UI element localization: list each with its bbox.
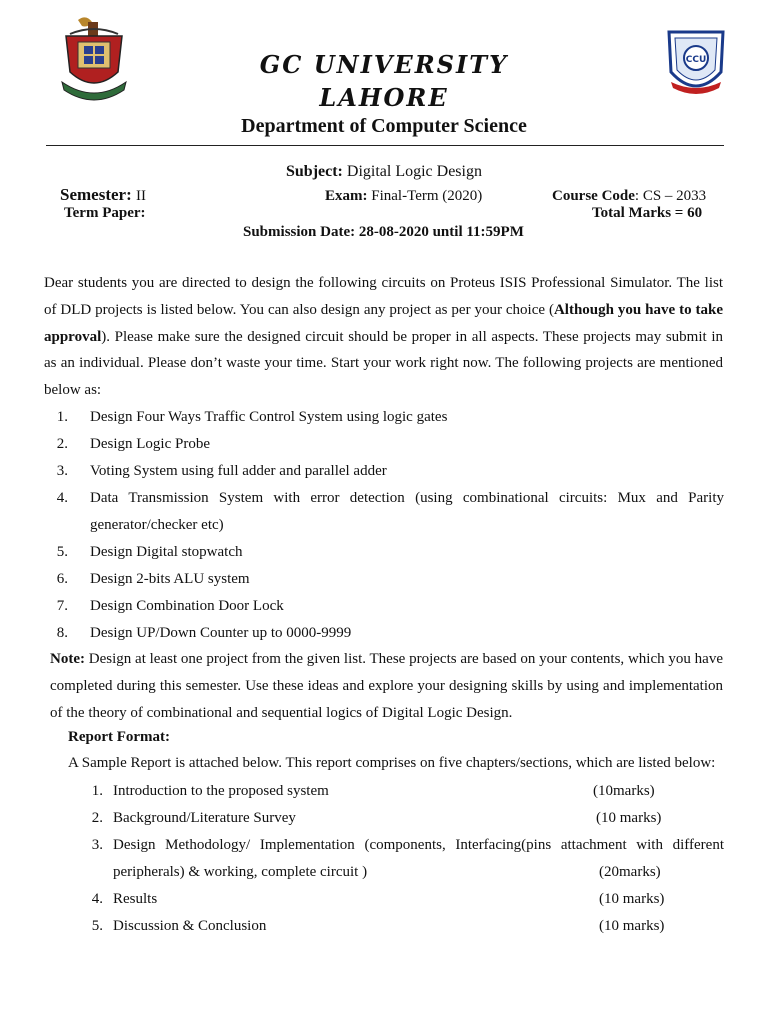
note-label: Note: <box>50 651 85 667</box>
intro-text-1: Dear students you are directed to design the following circuits on Proteus ISIS Professional Simulator. The list of DLD projects is listed below. You can also design any project as per your choice ( <box>44 275 723 318</box>
report-format-heading: Report Format: <box>68 729 171 745</box>
report-format-intro: A Sample Report is attached below. This report comprises on five chapters/sections, which are listed below: <box>68 755 716 771</box>
marks-value: (20marks) <box>599 864 661 880</box>
exam-label: Exam: <box>325 188 368 204</box>
marks-value: (10 marks) <box>599 918 665 934</box>
course-code-value: : CS – 2033 <box>634 188 707 204</box>
report-sections-list <box>68 778 724 940</box>
university-name-line2: LAHORE <box>319 83 449 112</box>
subject-label: Subject: <box>286 163 343 180</box>
semester-field <box>60 185 146 205</box>
project-list <box>44 404 724 647</box>
list-item: 2. Background/Literature Survey (10 marks) <box>68 805 724 832</box>
note-text: Design at least one project from the given list. These projects are based on your contents, which you have completed during this semester. Use these ideas and explore your designing skills by using and implementation of the theory of combinational and sequential logics of Digital Logic Design. <box>50 651 723 721</box>
exam-field <box>325 188 482 205</box>
department-title: Department of Computer Science <box>241 115 527 137</box>
marks-value: (10 marks) <box>599 891 665 907</box>
exam-value: Final-Term (2020) <box>371 188 483 204</box>
list-item: 4. Data Transmission System with error detection (using combinational circuits: Mux and Parity generator/checker etc) <box>56 490 724 533</box>
semester-value: II <box>136 188 146 204</box>
intro-paragraph <box>44 270 723 404</box>
intro-text-2: ). Please make sure the designed circuit should be proper in all aspects. These projects may submit in as an individual. Please don’t waste your time. Start your work right now. The following projects are mentioned below as: <box>44 328 723 399</box>
list-item: 2. Design Logic Probe <box>56 436 210 452</box>
submission-date: Submission Date: 28-08-2020 until 11:59PM <box>243 224 524 240</box>
svg-text:CCU: CCU <box>685 55 707 65</box>
list-item: 5. Discussion & Conclusion (10 marks) <box>68 913 724 940</box>
header-divider <box>46 145 724 146</box>
university-name-line1: GC UNIVERSITY <box>259 50 509 79</box>
list-item: 1. Introduction to the proposed system (10marks) <box>68 778 724 805</box>
marks-value: (10marks) <box>593 783 655 799</box>
semester-label: Semester: <box>60 185 132 204</box>
total-marks: Total Marks = 60 <box>592 205 703 221</box>
note-paragraph <box>50 646 723 726</box>
list-item: 6. Design 2-bits ALU system <box>56 571 250 587</box>
list-item: 8. Design UP/Down Counter up to 0000-9999 <box>56 625 352 641</box>
list-item: 7. Design Combination Door Lock <box>56 598 284 614</box>
course-code-field <box>552 188 706 205</box>
term-paper-label: Term Paper: <box>64 205 146 221</box>
list-item: 3. Voting System using full adder and parallel adder <box>56 463 387 479</box>
subject-value: Digital Logic Design <box>346 163 482 180</box>
list-item: 4. Results (10 marks) <box>68 886 724 913</box>
list-item: 1. Design Four Ways Traffic Control System using logic gates <box>56 409 448 425</box>
intro-approval-note: Although you have to take approval <box>44 301 723 345</box>
list-item: 5. Design Digital stopwatch <box>56 544 243 560</box>
marks-value: (10 marks) <box>596 810 662 826</box>
list-item: 3. Design Methodology/ Implementation (components, Interfacing(pins attachment with different peripherals) & working, complete circuit ) (20marks) <box>68 832 724 886</box>
course-code-label: Course Code <box>552 188 635 204</box>
subject-line <box>0 163 768 181</box>
